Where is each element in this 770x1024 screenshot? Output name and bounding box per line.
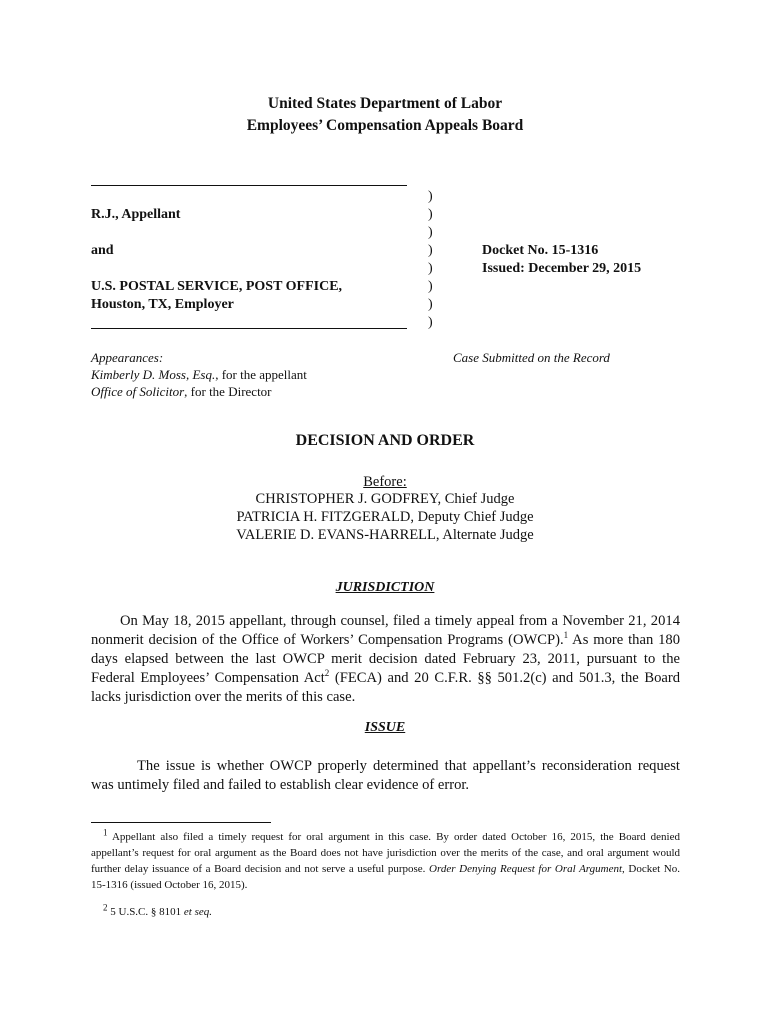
jurisdiction-text-a: On May 18, 2015 appellant, through counsel, filed a timely appeal from a November 21, 2014 nonmerit decision of the Office of Workers’ Compensation Programs (OWCP). [91,613,680,648]
appellant-counsel-role: , for the appellant [215,367,307,382]
before-text: Before: [363,474,407,490]
paren: ) [428,297,433,312]
paren: ) [428,315,433,330]
caption-top-rule [91,185,407,186]
issue-paragraph: The issue is whether OWCP properly determined that appellant’s reconsideration request was untimely filed and failed to establish clear evidence of error. [91,758,680,793]
appearances-heading: Appearances: [91,350,164,365]
footnote-1-italic: Order Denying Request for Oral Argument [429,863,623,875]
footnote-1 [91,829,680,893]
jurisdiction-text-c: (FECA) and 20 C.F.R. §§ 501.2(c) and 501.3, the Board lacks jurisdiction over the merits of this case. [91,670,680,705]
paren: ) [428,261,433,276]
footnote-mark-1: 1 [103,827,108,838]
paren: ) [428,207,433,222]
judge-deputy: PATRICIA H. FITZGERALD, Deputy Chief Judge [236,509,534,525]
caption-parens [428,188,438,332]
issued-date: Issued: December 29, 2015 [482,261,642,276]
paren: ) [428,243,433,258]
docket-number: Docket No. 15-1316 [482,243,599,258]
judge-alternate: VALERIE D. EVANS-HARRELL, Alternate Judge [236,527,534,543]
jurisdiction-text-b: As more than 180 days elapsed between the last OWCP merit decision dated February 23, 2011, pursuant to the Federal Employees’ Compensation Act [91,632,680,686]
jurisdiction-paragraph [91,612,680,707]
footnote-mark-2: 2 [103,902,108,913]
board-name: Employees’ Compensation Appeals Board [246,117,524,134]
agency-name: United States Department of Labor [267,95,503,112]
before-label [0,474,770,491]
paren: ) [428,189,433,204]
appellant-name: R.J., Appellant [91,207,181,222]
judge-chief: CHRISTOPHER J. GODFREY, Chief Judge [255,491,515,507]
footnote-ref-1: 1 [563,630,569,641]
appearance-appellant [91,366,307,383]
jurisdiction-heading: JURISDICTION [335,580,435,595]
caption-and: and [91,243,114,258]
caption-bottom-rule [91,328,407,329]
director-counsel-role: , for the Director [184,384,272,399]
employer-line2: Houston, TX, Employer [91,297,234,312]
footnote-1-tail: , Docket No. 15-1316 (issued October 16, 2015). [91,863,680,891]
footnote-ref-2: 2 [324,668,330,679]
case-submitted: Case Submitted on the Record [453,350,610,365]
issue-heading: ISSUE [364,720,406,735]
paren: ) [428,279,433,294]
footnote-2-text: 5 U.S.C. § 8101 [107,906,184,918]
footnote-2-italic: et seq. [183,906,213,918]
footnote-2 [103,904,212,920]
appearance-director [91,383,272,400]
paren: ) [428,225,433,240]
footnote-separator [91,822,271,823]
footnote-1-text: Appellant also filed a timely request for oral argument in this case. By order dated October 16, 2015, the Board denied appellant’s request for oral argument as the Board does not have jurisdiction over the merits of the case, and oral argument would further delay issuance of a Board decision and not serve a useful purpose. [91,831,680,875]
appellant-counsel: Kimberly D. Moss, Esq. [91,367,216,382]
decision-title: DECISION AND ORDER [295,432,475,449]
director-counsel: Office of Solicitor [91,384,185,399]
employer-line1: U.S. POSTAL SERVICE, POST OFFICE, [91,279,343,294]
